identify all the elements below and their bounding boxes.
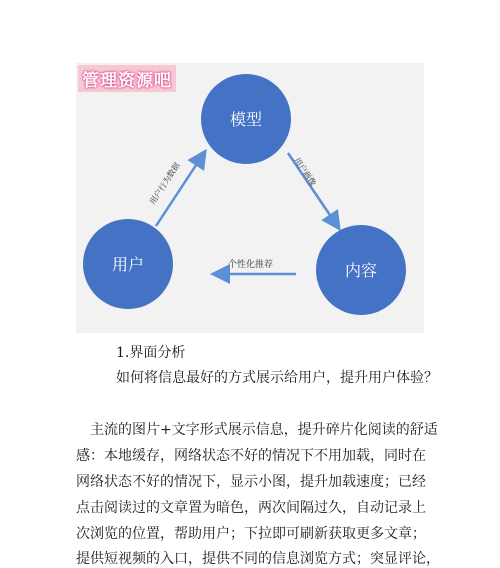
edge-label-content-to-user: 个性化推荐 — [228, 260, 274, 270]
edge-label-model-to-content: 用户画像 — [292, 156, 318, 188]
paragraph-line: 主流的图片+文字形式展示信息，提升碎片化阅读的舒适 — [90, 422, 438, 438]
node-model-label: 模型 — [229, 110, 263, 129]
paragraph-line: 提供短视频的入口，提供不同的信息浏览方式；突显评论， — [76, 551, 440, 567]
watermark-logo: 管理资源吧 — [78, 65, 176, 92]
node-content-label: 内容 — [344, 261, 378, 280]
paragraph-line: 网络状态不好的情况下，显示小图，提升加载速度；已经 — [76, 474, 426, 490]
section-heading: 1.界面分析 — [116, 345, 186, 361]
edge-label-user-to-model: 用户行为数据 — [148, 160, 182, 207]
paragraph-line: 次浏览的位置，帮助用户；下拉即可刷新获取更多文章； — [76, 526, 426, 542]
section-question: 如何将信息最好的方式展示给用户，提升用户体验？ — [116, 370, 438, 386]
paragraph-line: 感：本地缓存，网络状态不好的情况下不用加载，同时在 — [76, 448, 426, 464]
paragraph-line: 点击阅读过的文章置为暗色，两次间隔过久，自动记录上 — [76, 500, 426, 516]
node-user-label: 用户 — [111, 255, 145, 274]
